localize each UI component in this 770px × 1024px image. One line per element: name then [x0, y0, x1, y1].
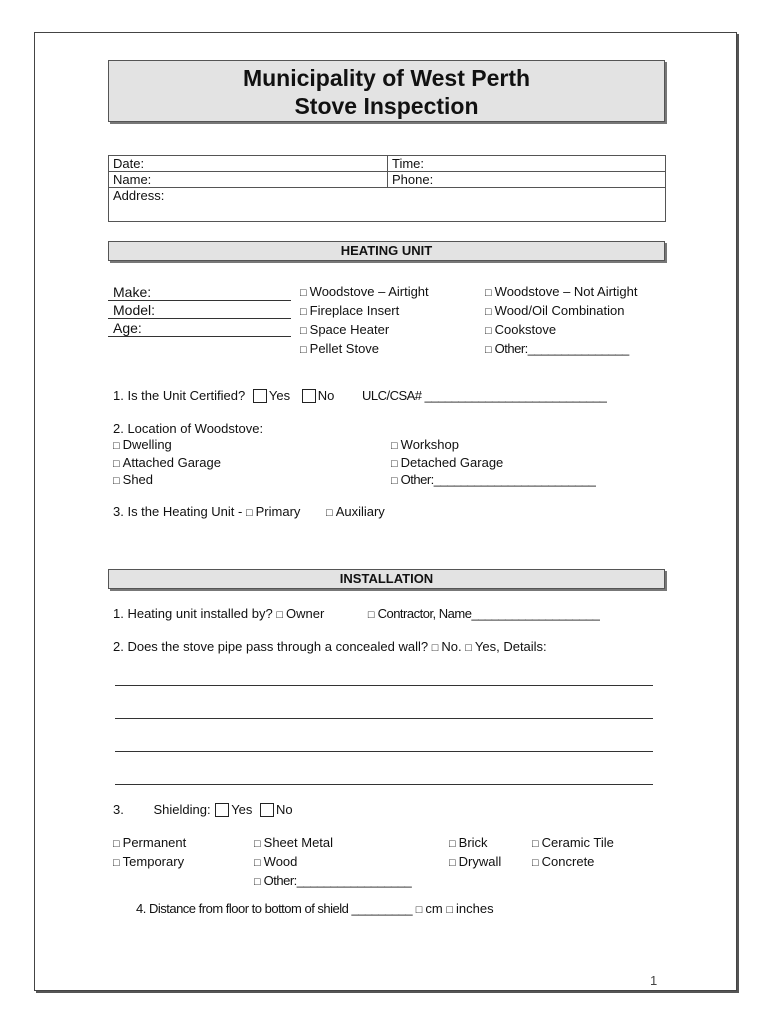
certified-question: 1. Is the Unit Certified? Yes No ULC/CSA# ___________________________ [113, 388, 607, 403]
time-field[interactable]: Time: [388, 156, 666, 172]
option-other[interactable]: □ Other:_______________ [485, 341, 629, 356]
option-ceramic-tile[interactable]: □ Ceramic Tile [532, 835, 614, 850]
option-drywall[interactable]: □ Drywall [449, 854, 502, 869]
checkbox-icon[interactable]: □ [367, 609, 375, 621]
make-label: Make: [113, 284, 152, 300]
checkbox-icon[interactable]: □ [300, 306, 307, 318]
checkbox-icon[interactable]: □ [485, 325, 492, 337]
checkbox-icon[interactable]: □ [415, 904, 423, 916]
form-title [108, 60, 665, 122]
checkbox-icon[interactable]: □ [254, 876, 261, 888]
age-label: Age: [113, 320, 142, 336]
age-line[interactable] [108, 336, 291, 337]
option-sheet-metal[interactable]: □ Sheet Metal [254, 835, 334, 850]
model-label: Model: [113, 302, 156, 318]
option-inches[interactable]: inches [455, 901, 494, 916]
location-list-left [113, 437, 221, 490]
option-brick[interactable]: □ Brick [449, 835, 488, 850]
ulc-csa-field[interactable]: ULC/CSA# ___________________________ [361, 388, 607, 403]
page-number: 1 [650, 973, 658, 988]
option-workshop[interactable]: □ Workshop [391, 437, 459, 452]
option-cookstove[interactable]: □ Cookstove [485, 322, 557, 337]
shielding-question: 3. Shielding: Yes No [113, 802, 293, 817]
location-list-right [391, 437, 595, 490]
option-pellet-stove[interactable]: □ Pellet Stove [300, 341, 380, 356]
make-line[interactable] [108, 300, 291, 301]
installation-header: INSTALLATION [108, 569, 665, 589]
heating-unit-type-question: 3. Is the Heating Unit - □ Primary □ Auxiliary [113, 504, 385, 519]
shield-material-list-c [532, 834, 614, 872]
details-line-2[interactable] [115, 718, 653, 719]
phone-field[interactable]: Phone: [388, 172, 666, 188]
title-line-1: Municipality of West Perth [242, 65, 531, 91]
checkbox-icon[interactable]: □ [532, 838, 539, 850]
installed-by-question: 1. Heating unit installed by? □ Owner □ Contractor, Name___________________ [113, 606, 600, 621]
checkbox-icon[interactable]: □ [245, 507, 253, 519]
checkbox-icon[interactable]: □ [391, 457, 398, 470]
checkbox-icon[interactable]: □ [300, 344, 307, 356]
shield-material-list-b [449, 834, 501, 872]
checkbox-icon[interactable]: □ [391, 440, 398, 452]
option-shield-other[interactable]: □ Other:_________________ [254, 873, 412, 888]
checkbox-icon[interactable]: □ [465, 642, 472, 654]
checkbox-icon[interactable]: □ [485, 287, 492, 299]
option-wood[interactable]: □ Wood [254, 854, 298, 869]
title-line-2: Stove Inspection [294, 93, 479, 119]
option-wood-oil[interactable]: □ Wood/Oil Combination [485, 303, 625, 318]
unit-type-list-b [485, 284, 638, 358]
checkbox-icon[interactable]: □ [300, 325, 307, 337]
checkbox-icon[interactable]: □ [113, 457, 120, 470]
checkbox-icon[interactable]: □ [391, 475, 398, 487]
option-auxiliary[interactable]: Auxiliary [335, 504, 385, 519]
option-fireplace-insert[interactable]: □ Fireplace Insert [300, 303, 400, 318]
checkbox-icon[interactable]: □ [113, 857, 120, 869]
option-shed[interactable]: □ Shed [113, 472, 154, 487]
checkbox-icon[interactable]: □ [449, 838, 456, 850]
shield-type-list [113, 834, 186, 872]
checkbox-icon[interactable]: □ [532, 857, 539, 869]
concealed-wall-question: 2. Does the stove pipe pass through a concealed wall? □ No. □ Yes, Details: [113, 639, 547, 654]
heating-unit-header: HEATING UNIT [108, 241, 665, 261]
shielding-yes-checkbox[interactable] [215, 803, 229, 817]
checkbox-icon[interactable]: □ [113, 475, 120, 487]
shielding-no-checkbox[interactable] [260, 803, 274, 817]
option-permanent[interactable]: □ Permanent [113, 835, 187, 850]
checkbox-icon[interactable]: □ [431, 642, 439, 654]
option-dwelling[interactable]: □ Dwelling [113, 437, 172, 452]
option-concealed-yes[interactable]: Yes, Details: [474, 639, 547, 654]
checkbox-icon[interactable]: □ [485, 344, 492, 356]
checkbox-icon[interactable]: □ [113, 440, 120, 452]
checkbox-icon[interactable]: □ [113, 838, 120, 850]
option-location-other[interactable]: □ Other:________________________ [391, 472, 596, 487]
option-owner[interactable]: Owner [286, 606, 325, 621]
option-space-heater[interactable]: □ Space Heater [300, 322, 390, 337]
certified-no-checkbox[interactable] [302, 389, 316, 403]
unit-type-list-a [300, 284, 429, 358]
shield-material-list-a [254, 834, 411, 891]
name-field[interactable]: Name: [109, 172, 388, 188]
model-line[interactable] [108, 318, 291, 319]
details-line-1[interactable] [115, 685, 653, 686]
option-woodstove-not-airtight[interactable]: □ Woodstove – Not Airtight [485, 284, 638, 299]
checkbox-icon[interactable]: □ [485, 306, 492, 318]
address-field[interactable]: Address: [109, 188, 666, 222]
option-temporary[interactable]: □ Temporary [113, 854, 185, 869]
applicant-info-table [108, 155, 666, 222]
date-field[interactable]: Date: [109, 156, 388, 172]
checkbox-icon[interactable]: □ [254, 857, 261, 869]
option-detached-garage[interactable]: □ Detached Garage [391, 454, 504, 470]
option-concrete[interactable]: □ Concrete [532, 854, 595, 869]
location-question: 2. Location of Woodstove: [113, 421, 264, 436]
option-primary[interactable]: Primary [255, 504, 301, 519]
option-woodstove-airtight[interactable]: □ Woodstove – Airtight [300, 284, 429, 299]
details-line-4[interactable] [115, 784, 653, 785]
option-cm[interactable]: cm [425, 901, 443, 916]
option-attached-garage[interactable]: □ Attached Garage [113, 454, 221, 470]
checkbox-icon[interactable]: □ [326, 507, 333, 519]
checkbox-icon[interactable]: □ [449, 857, 456, 869]
checkbox-icon[interactable]: □ [276, 609, 283, 621]
document-page [34, 32, 737, 991]
shield-distance-question: 4. Distance from floor to bottom of shield _________ □ cm □ inches [136, 901, 494, 916]
details-line-3[interactable] [115, 751, 653, 752]
checkbox-icon[interactable]: □ [254, 838, 261, 850]
checkbox-icon[interactable]: □ [300, 287, 307, 299]
option-concealed-no[interactable]: No. [441, 639, 462, 654]
certified-yes-checkbox[interactable] [253, 389, 267, 403]
option-contractor[interactable]: Contractor, Name___________________ [377, 606, 600, 621]
checkbox-icon[interactable]: □ [446, 904, 453, 916]
